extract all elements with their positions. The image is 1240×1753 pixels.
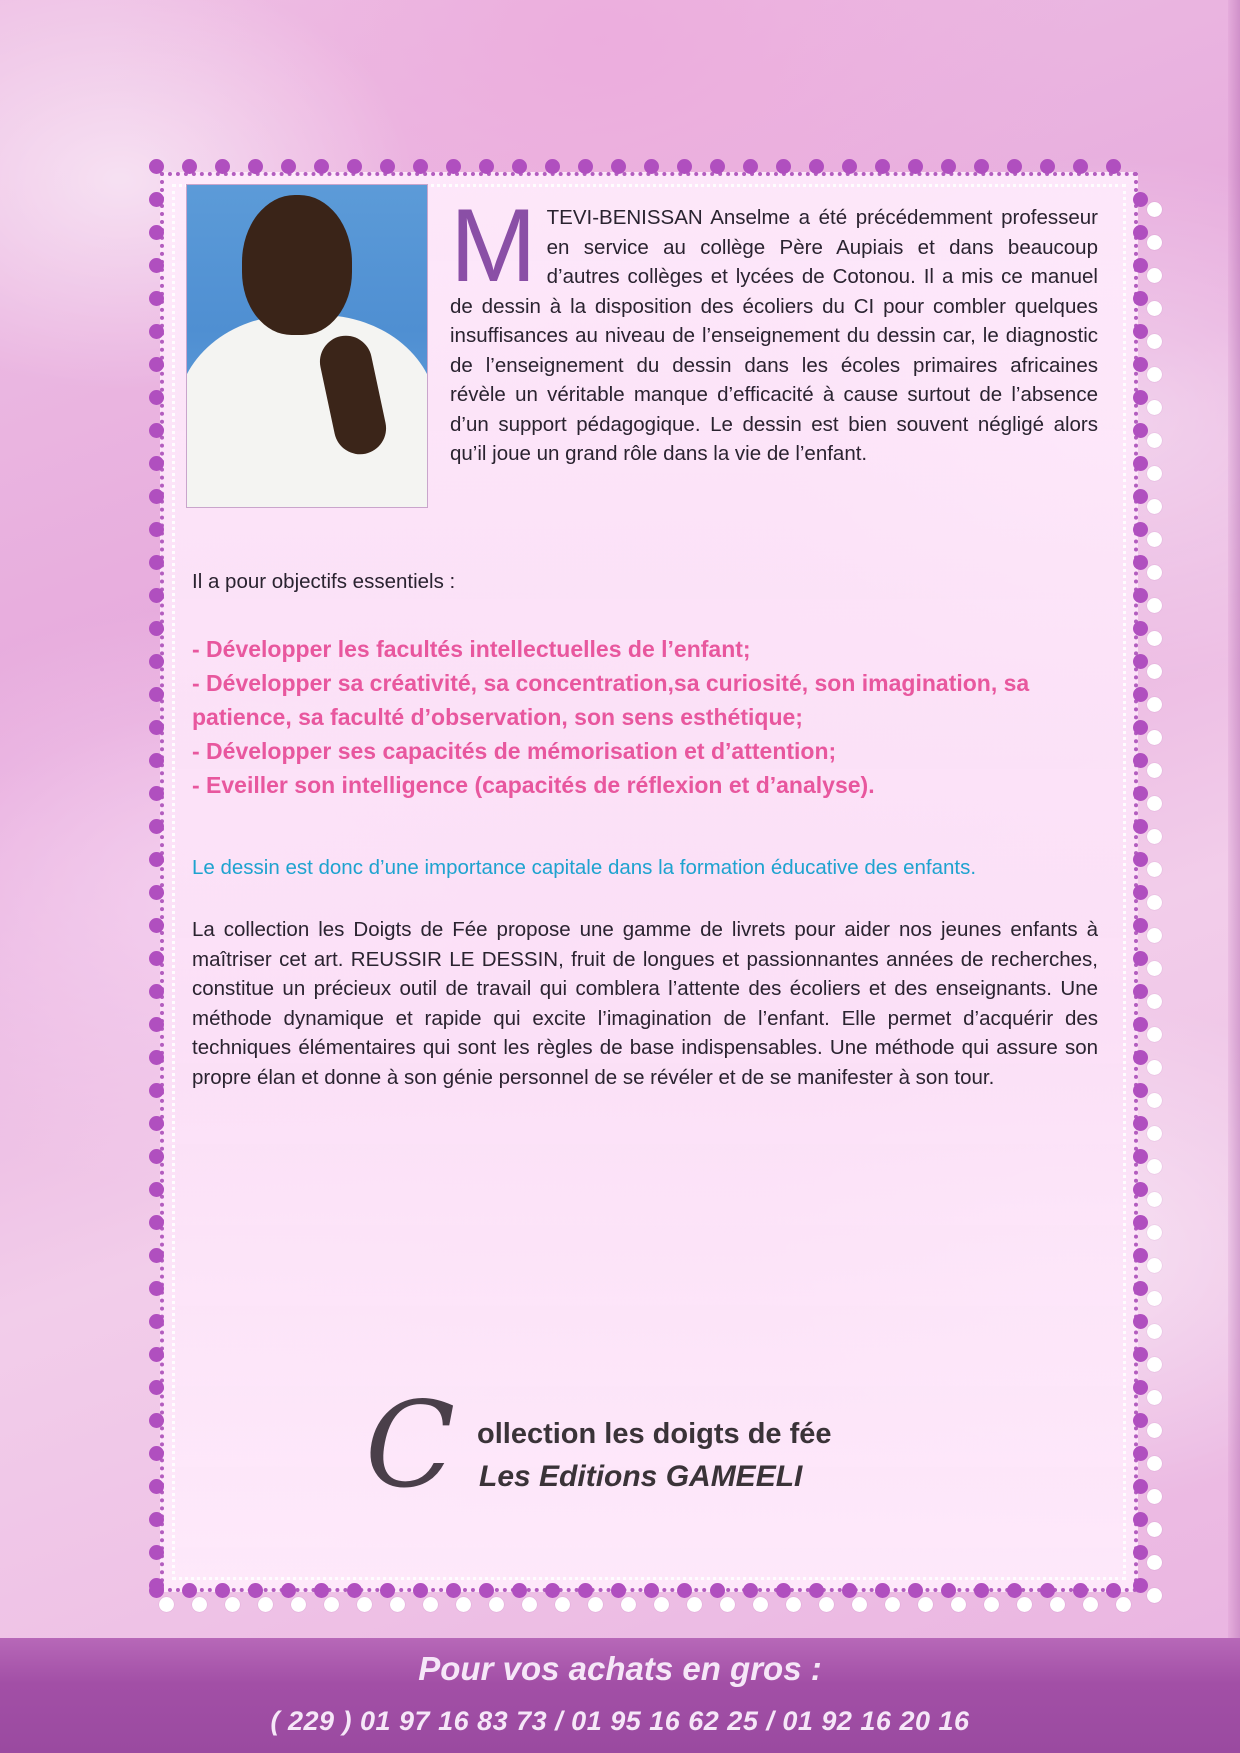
border-dot	[149, 786, 164, 801]
border-dot	[347, 159, 362, 174]
border-dot	[1133, 918, 1148, 933]
border-dot	[1133, 390, 1148, 405]
border-dot	[842, 159, 857, 174]
border-dot	[149, 1116, 164, 1131]
border-dot	[1147, 466, 1162, 481]
bio-text: TEVI-BENISSAN Anselme a été précédemment professeur en service au collège Père Aupiais et dans beaucoup d’autres collèges et lycées de Cotonou. Il a mis ce manuel de dessin à la disposition des écoliers du CI pour combler quelques insuffisances au niveau de l’enseignement du dessin car, le diagnostic de l’enseignement du dessin dans les écoles primaires africaines révèle un véritable manque d’efficacité à cause surtout de l’absence d’un support pédagogique. Le dessin est bien souvent négligé alors qu’il joue un grand rôle dans la vie de l’enfant.	[450, 206, 1098, 465]
bio-dropcap: M	[450, 188, 537, 304]
border-dot	[588, 1597, 603, 1612]
border-dot	[149, 1578, 164, 1593]
border-dot	[314, 1583, 329, 1598]
border-dot	[1147, 598, 1162, 613]
border-dot	[1133, 1413, 1148, 1428]
border-dot	[479, 1583, 494, 1598]
footer-band	[0, 1638, 1240, 1753]
border-dot	[1147, 1588, 1162, 1603]
objectives-list	[192, 632, 1102, 802]
border-dot	[1147, 1423, 1162, 1438]
border-dot	[215, 159, 230, 174]
border-dot	[314, 159, 329, 174]
border-dot	[941, 1583, 956, 1598]
border-dot	[149, 1512, 164, 1527]
border-dot	[555, 1597, 570, 1612]
border-dot	[1147, 202, 1162, 217]
border-dot	[1147, 565, 1162, 580]
border-dot	[611, 1583, 626, 1598]
brand-publisher-name: Les Editions GAMEELI	[479, 1460, 803, 1493]
border-dot	[1133, 324, 1148, 339]
border-dot	[1147, 367, 1162, 382]
border-dot	[1147, 1060, 1162, 1075]
border-dot	[1116, 1597, 1131, 1612]
border-dot	[677, 159, 692, 174]
border-dot	[1040, 159, 1055, 174]
border-dot	[908, 1583, 923, 1598]
border-dot	[1133, 720, 1148, 735]
border-dot	[1133, 555, 1148, 570]
border-dot	[1133, 1149, 1148, 1164]
border-dot	[192, 1597, 207, 1612]
border-dot	[842, 1583, 857, 1598]
border-dot	[1147, 928, 1162, 943]
border-dot	[248, 1583, 263, 1598]
border-dot	[1133, 522, 1148, 537]
border-dot	[918, 1597, 933, 1612]
border-dot	[1133, 1182, 1148, 1197]
border-dot	[1133, 1248, 1148, 1263]
border-dot	[149, 918, 164, 933]
border-dot	[611, 159, 626, 174]
border-dot	[1147, 664, 1162, 679]
border-dot	[149, 588, 164, 603]
objective-item: - Développer sa créativité, sa concentration,sa curiosité, son imagination, sa patience, sa faculté d’observation, son sens esthétique;	[192, 670, 1030, 730]
border-dot	[149, 1182, 164, 1197]
objective-item: - Développer ses capacités de mémorisation et d’attention;	[192, 738, 837, 764]
border-dot	[1133, 1050, 1148, 1065]
border-dot	[149, 885, 164, 900]
border-dot	[149, 1380, 164, 1395]
border-dot	[951, 1597, 966, 1612]
tagline: Le dessin est donc d’une importance capitale dans la formation éducative des enfants.	[192, 856, 977, 879]
border-dot	[1147, 1555, 1162, 1570]
border-dot	[1133, 621, 1148, 636]
border-dot	[720, 1597, 735, 1612]
border-dot	[908, 159, 923, 174]
border-dot	[1147, 1357, 1162, 1372]
border-dot	[654, 1597, 669, 1612]
footer-title: Pour vos achats en gros :	[418, 1650, 822, 1687]
border-dot	[479, 159, 494, 174]
border-dot	[1083, 1597, 1098, 1612]
border-dot	[446, 1583, 461, 1598]
border-dot	[347, 1583, 362, 1598]
border-dot	[380, 159, 395, 174]
border-dot	[149, 522, 164, 537]
border-dot	[489, 1597, 504, 1612]
border-dot	[149, 423, 164, 438]
border-dot	[281, 1583, 296, 1598]
border-dot	[248, 159, 263, 174]
border-dot	[1007, 159, 1022, 174]
border-dot	[1106, 1583, 1121, 1598]
border-dot	[1133, 786, 1148, 801]
border-dot	[1147, 961, 1162, 976]
border-dot	[149, 1149, 164, 1164]
border-dot	[149, 1215, 164, 1230]
border-dot	[149, 324, 164, 339]
border-dot	[1147, 1291, 1162, 1306]
border-dot	[852, 1597, 867, 1612]
border-dot	[456, 1597, 471, 1612]
border-dot	[1007, 1583, 1022, 1598]
border-dot	[390, 1597, 405, 1612]
border-dot	[1133, 1578, 1148, 1593]
border-dot	[786, 1597, 801, 1612]
border-dot	[974, 159, 989, 174]
border-dot	[149, 1050, 164, 1065]
border-dot	[1133, 1281, 1148, 1296]
border-dot	[753, 1597, 768, 1612]
border-dot	[1147, 631, 1162, 646]
border-dot	[1133, 885, 1148, 900]
border-dot	[1133, 852, 1148, 867]
border-dot	[1133, 819, 1148, 834]
border-dot	[357, 1597, 372, 1612]
border-dot	[1133, 1545, 1148, 1560]
border-dot	[149, 1083, 164, 1098]
border-dot	[644, 1583, 659, 1598]
border-dot	[545, 1583, 560, 1598]
border-dot	[1133, 225, 1148, 240]
border-dot	[885, 1597, 900, 1612]
border-dot	[875, 159, 890, 174]
border-dot	[1133, 1446, 1148, 1461]
border-dot	[1133, 291, 1148, 306]
border-dot	[1147, 1225, 1162, 1240]
footer-phone-numbers: ( 229 ) 01 97 16 83 73 / 01 95 16 62 25 / 01 92 16 20 16	[270, 1706, 970, 1736]
border-dot	[1133, 1380, 1148, 1395]
border-dot	[1147, 1192, 1162, 1207]
border-dot	[380, 1583, 395, 1598]
border-dot	[159, 1597, 174, 1612]
border-dot	[149, 951, 164, 966]
border-dot	[149, 984, 164, 999]
border-dot	[743, 1583, 758, 1598]
border-dot	[1133, 192, 1148, 207]
border-dot	[1147, 334, 1162, 349]
author-photo	[186, 184, 428, 508]
border-dot	[149, 1446, 164, 1461]
publisher-brand	[365, 1376, 965, 1518]
border-dot	[413, 159, 428, 174]
border-dot	[1133, 984, 1148, 999]
border-dot	[1133, 357, 1148, 372]
collection-description: La collection les Doigts de Fée propose une gamme de livrets pour aider nos jeunes enfants à maîtriser cet art. REUSSIR LE DESSIN, fruit de longues et passionnantes années de recherches, constitue un précieux outil de travail qui comblera l’attente des écoliers et des enseignants. Une méthode dynamique et rapide qui excite l’imagination de l’enfant. Elle permet d’acquérir des techniques élémentaires qui sont les règles de base indispensables. Une méthode qui assure son propre élan et donne à son génie personnel de se révéler et de se manifester à son tour.	[192, 918, 1098, 1089]
border-dot	[1147, 268, 1162, 283]
border-dot	[324, 1597, 339, 1612]
brand-initial: C	[365, 1376, 456, 1514]
border-dot	[182, 1583, 197, 1598]
border-dot	[819, 1597, 834, 1612]
border-dot	[1147, 796, 1162, 811]
border-dot	[149, 357, 164, 372]
border-dot	[1147, 697, 1162, 712]
border-dot	[149, 456, 164, 471]
border-dot	[1133, 456, 1148, 471]
objectives-intro: Il a pour objectifs essentiels :	[192, 570, 456, 593]
objective-item: - Développer les facultés intellectuelles de l’enfant;	[192, 636, 751, 662]
border-dot	[1147, 829, 1162, 844]
border-dot	[1147, 235, 1162, 250]
border-dot	[644, 159, 659, 174]
border-dot	[512, 1583, 527, 1598]
border-dot	[743, 159, 758, 174]
border-dot	[1147, 895, 1162, 910]
border-dot	[149, 159, 164, 174]
border-dot	[1133, 1083, 1148, 1098]
border-dot	[1147, 1027, 1162, 1042]
border-dot	[1133, 588, 1148, 603]
sheet-edge	[1228, 0, 1240, 1753]
border-dot	[1147, 1390, 1162, 1405]
border-dot	[413, 1583, 428, 1598]
border-dot	[1147, 301, 1162, 316]
border-dot	[149, 1314, 164, 1329]
border-dot	[621, 1597, 636, 1612]
border-dot	[941, 159, 956, 174]
author-bio	[450, 188, 1098, 469]
border-dot	[1133, 1116, 1148, 1131]
border-dot	[545, 159, 560, 174]
border-dot	[1133, 258, 1148, 273]
border-dot	[149, 390, 164, 405]
border-dot	[1040, 1583, 1055, 1598]
border-dot	[1147, 862, 1162, 877]
border-dot	[149, 1479, 164, 1494]
border-dot	[1147, 1324, 1162, 1339]
border-dot	[1050, 1597, 1065, 1612]
border-dot	[149, 621, 164, 636]
border-dot	[215, 1583, 230, 1598]
border-dot	[1147, 400, 1162, 415]
border-dot	[281, 159, 296, 174]
border-dot	[149, 687, 164, 702]
border-dot	[149, 852, 164, 867]
border-dot	[1133, 753, 1148, 768]
border-dot	[1133, 1512, 1148, 1527]
border-dot	[1147, 1522, 1162, 1537]
border-dot	[578, 159, 593, 174]
border-dot	[1147, 1456, 1162, 1471]
border-dot	[809, 1583, 824, 1598]
border-dot	[423, 1597, 438, 1612]
border-dot	[149, 489, 164, 504]
border-dot	[984, 1597, 999, 1612]
border-dot	[182, 159, 197, 174]
border-dot	[149, 291, 164, 306]
border-dot	[1133, 951, 1148, 966]
border-dot	[149, 753, 164, 768]
border-dot	[1133, 489, 1148, 504]
border-dot	[1133, 1017, 1148, 1032]
border-dot	[446, 159, 461, 174]
border-dot	[974, 1583, 989, 1598]
author-photo-face	[242, 195, 352, 335]
objective-item: - Eveiller son intelligence (capacités de réflexion et d’analyse).	[192, 772, 875, 798]
border-dot	[875, 1583, 890, 1598]
border-dot	[1147, 994, 1162, 1009]
border-dot	[1147, 499, 1162, 514]
border-dot	[578, 1583, 593, 1598]
border-dot	[225, 1597, 240, 1612]
border-dot	[710, 159, 725, 174]
border-dot	[149, 1017, 164, 1032]
border-dot	[1147, 1489, 1162, 1504]
border-dot	[149, 1545, 164, 1560]
border-dot	[1133, 423, 1148, 438]
border-dot	[149, 192, 164, 207]
border-dot	[1133, 654, 1148, 669]
border-dot	[149, 1281, 164, 1296]
border-dot	[512, 159, 527, 174]
brand-collection-name: ollection les doigts de fée	[477, 1418, 832, 1450]
border-dot	[1133, 1479, 1148, 1494]
border-dot	[522, 1597, 537, 1612]
border-dot	[1073, 1583, 1088, 1598]
border-dot	[1133, 687, 1148, 702]
border-dot	[1133, 1215, 1148, 1230]
border-dot	[1147, 1093, 1162, 1108]
border-dot	[1147, 1126, 1162, 1141]
border-dot	[149, 1248, 164, 1263]
border-dot	[258, 1597, 273, 1612]
border-dot	[149, 720, 164, 735]
border-dot	[1073, 159, 1088, 174]
border-dot	[291, 1597, 306, 1612]
border-dot	[687, 1597, 702, 1612]
border-dot	[1017, 1597, 1032, 1612]
border-dot	[1147, 1159, 1162, 1174]
author-photo-robe	[186, 315, 428, 508]
border-dot	[149, 819, 164, 834]
border-dot	[149, 258, 164, 273]
border-dot	[710, 1583, 725, 1598]
border-dot	[149, 1413, 164, 1428]
border-dot	[1147, 1258, 1162, 1273]
border-dot	[1147, 763, 1162, 778]
border-dot	[1133, 1347, 1148, 1362]
border-dot	[149, 225, 164, 240]
border-dot	[809, 159, 824, 174]
border-dot	[1147, 730, 1162, 745]
border-dot	[1133, 1314, 1148, 1329]
border-dot	[149, 555, 164, 570]
border-dot	[1147, 433, 1162, 448]
border-dot	[677, 1583, 692, 1598]
border-dot	[149, 1347, 164, 1362]
border-dot	[149, 654, 164, 669]
border-dot	[1147, 532, 1162, 547]
border-dot	[1106, 159, 1121, 174]
border-dot	[776, 1583, 791, 1598]
border-dot	[776, 159, 791, 174]
